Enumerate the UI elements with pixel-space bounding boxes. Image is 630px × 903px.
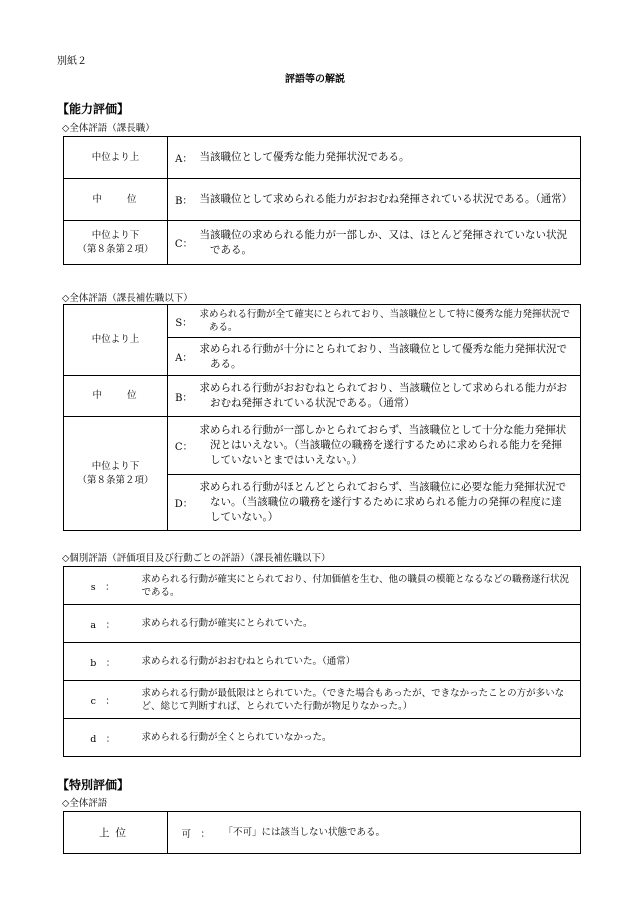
grade-description: 求められる行動が全て確実にとられており、当該職位として特に優秀な能力発揮状況である。 (200, 305, 581, 338)
table-row (64, 681, 581, 719)
grade-label: a ： (64, 605, 142, 643)
grade-description: 求められる行動がほとんどとられておらず、当該職位に必要な能力発揮状況でない。（当該職位の職務を遂行するために求められる能力の発揮の程度に達していない。） (200, 475, 581, 531)
overall-staff-table (63, 304, 581, 531)
grade-description: 当該職位として優秀な能力発揮状況である。 (200, 137, 581, 179)
grade-label: s ： (64, 567, 142, 605)
ability-heading: 【能力評価】 (57, 102, 130, 116)
grade-label: A： (168, 137, 200, 179)
rank-label: 上位 (64, 812, 168, 854)
grade-description: 求められる行動が確実にとられていた。 (142, 605, 581, 643)
overall-staff-caption: ◇全体評語（課長補佐職以下） (62, 293, 193, 304)
overall-manager-table (63, 136, 581, 265)
grade-description: 求められる行動が全くとられていなかった。 (142, 719, 581, 757)
table-row (64, 812, 581, 854)
special-heading: 【特別評価】 (57, 778, 130, 792)
grade-label: D： (168, 475, 200, 531)
table-row (64, 179, 581, 221)
table-row (64, 221, 581, 265)
special-caption: ◇全体評語 (62, 798, 108, 809)
attachment-label: 別紙２ (57, 56, 87, 67)
special-table (63, 811, 581, 854)
individual-caption: ◇個別評語（評価項目及び行動ごとの評語）（課長補佐職以下） (62, 553, 331, 564)
overall-manager-caption: ◇全体評語（課長職） (62, 123, 155, 134)
grade-label: b ： (64, 643, 142, 681)
table-row (64, 605, 581, 643)
table-row (64, 643, 581, 681)
grade-description: 当該職位として求められる能力がおおむね発揮されている状況である。（通常） (200, 179, 581, 221)
individual-table (63, 566, 581, 757)
table-row (64, 305, 581, 338)
grade-label: B： (168, 376, 200, 417)
grade-description: 求められる行動がおおむねとられていた。（通常） (142, 643, 581, 681)
grade-label: d ： (64, 719, 142, 757)
rank-label: 中位より上 (64, 137, 168, 179)
rank-label: 中 位 (64, 179, 168, 221)
grade-label: 可 ： (168, 812, 224, 854)
grade-label: S： (168, 305, 200, 338)
grade-description: 当該職位の求められる能力が一部しか、又は、ほとんど発揮されていない状況である。 (200, 221, 581, 265)
table-row (64, 376, 581, 417)
rank-label: 中位より上 (64, 305, 168, 376)
rank-label: 中位より下 （第８条第２項） (64, 417, 168, 531)
table-row (64, 137, 581, 179)
rank-label: 中位より下 （第８条第２項） (64, 221, 168, 265)
grade-description: 求められる行動が最低限はとられていた。（できた場合もあったが、できなかったことの方が多いなど、総じて判断すれば、とられていた行動が物足りなかった。） (142, 681, 581, 719)
grade-description: 「不可」には該当しない状態である。 (224, 812, 581, 854)
table-row (64, 567, 581, 605)
grade-description: 求められる行動が確実にとられており、付加価値を生む、他の職員の模範となるなどの職務遂行状況である。 (142, 567, 581, 605)
grade-description: 求められる行動がおおむねとられており、当該職位として求められる能力がおおむね発揮されている状況である。（通常） (200, 376, 581, 417)
rank-label: 中 位 (64, 376, 168, 417)
grade-label: c ： (64, 681, 142, 719)
grade-label: A： (168, 338, 200, 376)
grade-description: 求められる行動が一部しかとられておらず、当該職位として十分な能力発揮状況とはいえない。（当該職位の職務を遂行するために求められる能力を発揮していないとまではいえない。） (200, 417, 581, 475)
grade-label: C： (168, 417, 200, 475)
table-row (64, 719, 581, 757)
grade-description: 求められる行動が十分にとられており、当該職位として優秀な能力発揮状況である。 (200, 338, 581, 376)
document-title: 評語等の解説 (285, 74, 345, 85)
grade-label: C： (168, 221, 200, 265)
grade-label: B： (168, 179, 200, 221)
table-row (64, 417, 581, 475)
